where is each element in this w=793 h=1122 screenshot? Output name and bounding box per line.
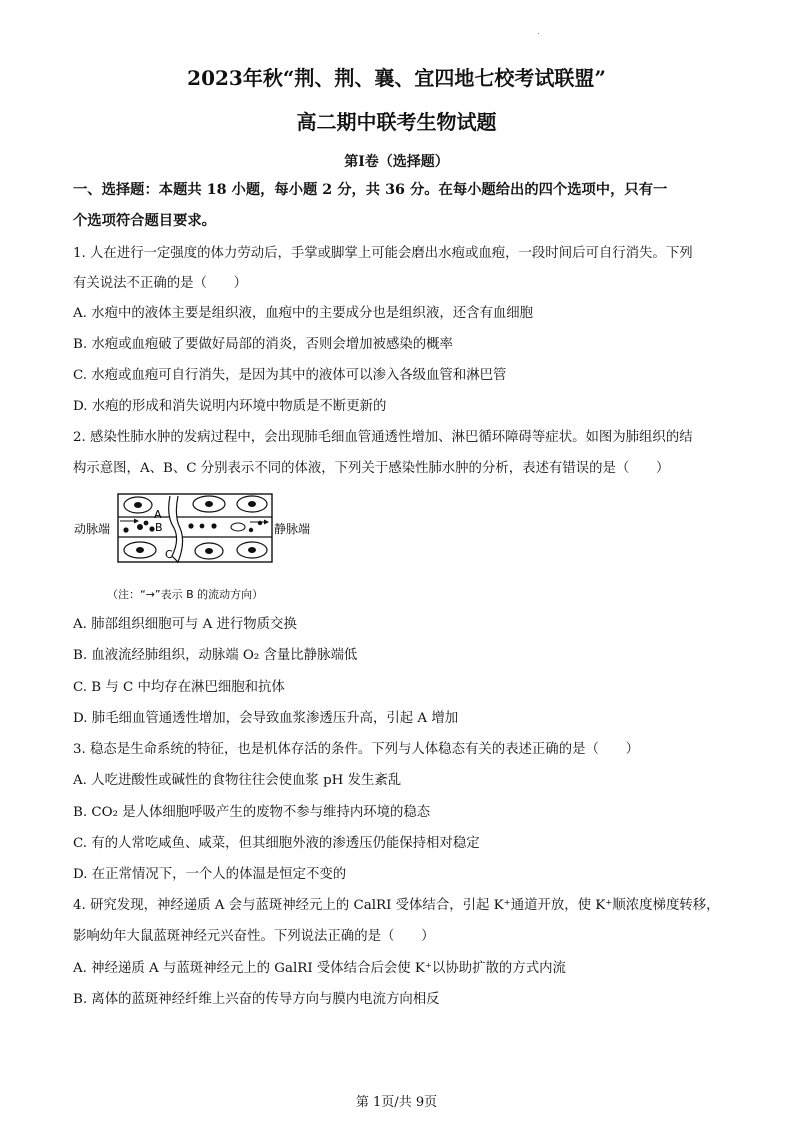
- blood-cell: [200, 524, 205, 529]
- q3-option-a: A. 人吃进酸性或碱性的食物往往会使血浆 pH 发生紊乱: [73, 773, 402, 788]
- q4-stem-2: 影响幼年大鼠蓝斑神经元兴奋性。下列说法正确的是（ ）: [73, 929, 435, 944]
- lung-tissue-diagram: [74, 492, 311, 566]
- q1-option-d: D. 水疱的形成和消失说明内环境中物质是不断更新的: [73, 399, 387, 414]
- q2-stem-2: 构示意图，A、B、C 分别表示不同的体液，下列关于感染性肺水肿的分析，表述有错误的是（ ）: [73, 461, 670, 476]
- blood-cell: [144, 521, 149, 526]
- q2-option-d: D. 肺毛细血管通透性增加，会导致血浆渗透压升高，引起 A 增加: [73, 711, 459, 726]
- cell-nucleus: [248, 547, 256, 553]
- q4-stem-1: 4. 研究发现，神经递质 A 会与蓝斑神经元上的 CalRI 受体结合，引起 K⁺通道开放，使 K⁺顺浓度梯度转移，: [73, 898, 720, 913]
- label-arterial-end: 动脉端: [74, 522, 111, 536]
- label-c: C: [165, 548, 173, 561]
- q2-option-c: C. B 与 C 中均存在淋巴细胞和抗体: [73, 680, 285, 695]
- page-number: 第 1页/共 9页: [355, 1095, 438, 1110]
- q1-option-c: C. 水疱或血疱可自行消失，是因为其中的液体可以渗入各级血管和淋巴管: [73, 368, 507, 383]
- exam-title: 2023年秋“荆、荆、襄、宜四地七校考试联盟”: [187, 66, 606, 90]
- label-b: B: [155, 521, 163, 534]
- q1-stem-1: 1. 人在进行一定强度的体力劳动后，手掌或脚掌上可能会磨出水疱或血疱，一段时间后可自行消失。下列: [73, 246, 693, 261]
- blood-cell: [249, 528, 253, 532]
- exam-subtitle: 高二期中联考生物试题: [296, 110, 497, 134]
- blood-cell: [258, 521, 262, 525]
- speck: [538, 33, 539, 34]
- blood-cell: [211, 523, 216, 528]
- q4-option-b: B. 离体的蓝斑神经纤维上兴奋的传导方向与膜内电流方向相反: [73, 992, 440, 1007]
- blood-cell: [149, 526, 154, 531]
- q3-option-c: C. 有的人常吃咸鱼、咸菜，但其细胞外液的渗透压仍能保持相对稳定: [73, 836, 480, 851]
- cell-nucleus: [136, 547, 144, 553]
- q2-option-b: B. 血液流经肺组织，动脉端 O₂ 含量比静脉端低: [73, 648, 358, 663]
- q2-option-a: A. 肺部组织细胞可与 A 进行物质交换: [73, 617, 297, 632]
- cell-nucleus: [248, 501, 256, 507]
- q1-option-b: B. 水疱或血疱破了要做好局部的消炎，否则会增加被感染的概率: [73, 337, 453, 352]
- label-venous-end: 静脉端: [274, 522, 311, 536]
- instructions-line-2: 个选项符合题目要求。: [73, 213, 216, 229]
- blood-cell: [123, 527, 128, 532]
- q1-option-a: A. 水疱中的液体主要是组织液，血疱中的主要成分也是组织液，还含有血细胞: [73, 306, 534, 321]
- cell-nucleus: [205, 548, 213, 554]
- lung-tissue-svg: [74, 492, 311, 566]
- blood-cell: [188, 523, 193, 528]
- flow-arrowhead: [264, 520, 269, 525]
- label-a: A: [154, 508, 162, 521]
- q3-stem: 3. 稳态是生命系统的特征，也是机体存活的条件。下列与人体稳态有关的表述正确的是（ ）: [73, 742, 640, 757]
- q3-option-b: B. CO₂ 是人体细胞呼吸产生的废物不参与维持内环境的稳态: [73, 805, 431, 820]
- red-blood-cell: [231, 523, 245, 531]
- instructions-line-1: 一、选择题：本题共 18 小题，每小题 2 分，共 36 分。在每小题给出的四个选项中，只有一: [73, 182, 668, 198]
- q2-stem-1: 2. 感染性肺水肿的发病过程中，会出现肺毛细血管通透性增加、淋巴循环障碍等症状。如图为肺组织的结: [73, 430, 693, 445]
- flow-arrowhead: [134, 519, 139, 524]
- q4-option-a: A. 神经递质 A 与蓝斑神经元上的 GalRI 受体结合后会使 K⁺以协助扩散的方式内流: [73, 961, 566, 976]
- section-heading: 第Ⅰ卷（选择题）: [344, 154, 449, 170]
- q3-option-d: D. 在正常情况下，一个人的体温是恒定不变的: [73, 867, 347, 882]
- blood-cell: [137, 524, 143, 530]
- q1-stem-2: 有关说法不正确的是（ ）: [73, 276, 248, 291]
- figure-note: （注：“→”表示 B 的流动方向）: [107, 588, 264, 601]
- cell-nucleus: [134, 502, 142, 508]
- cell-nucleus: [205, 501, 213, 507]
